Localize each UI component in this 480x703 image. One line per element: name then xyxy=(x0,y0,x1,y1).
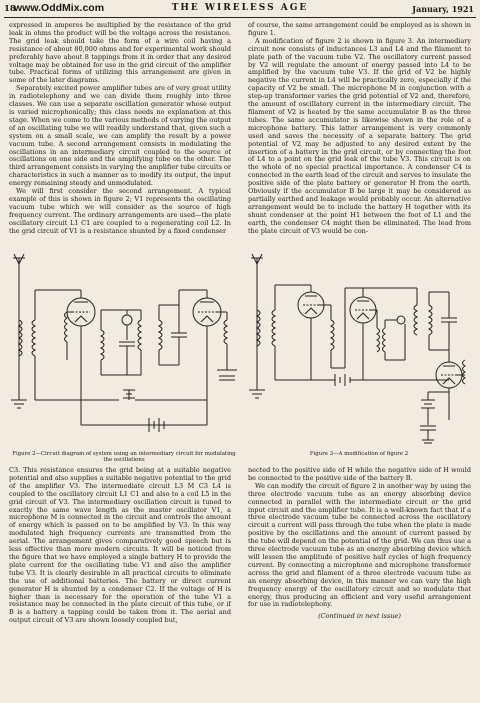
page-number: 18 xyxy=(4,4,16,14)
paragraph: Separately excited power amplifier tubes are of very great utility in radiotelephony and we can divide them roughly into three classes. We can use a separate oscillation generator whose output is varied microphonically; this class needs no explanation at this stage. When we come to the various methods of varying the output of an oscillating tube we will readily understand that, given such a system on a small scale, we can amplify the result by a power vacuum tube. A second arrangement consists in modulating the oscillations in an intermediary circuit coupled to the source of oscillations on one side and the amplifying tube on the other. The third arrangement consists in varying the amplifier tube circuits or characteristics in such a manner as to modify its output, the input energy remaining steady and unmodulated. xyxy=(9,84,231,188)
continued-note: (Continued in next issue) xyxy=(318,612,401,621)
paragraph: We will first consider the second arrangement. A typical example of this is shown in figure 2; V1 represents the oscillating vacuum tube which we will consider as the source of high frequency current. The ordinary arrangements are used—the plate oscillatory circuit L1 C1 are coupled to a regenerating coil L2. In the grid circuit of V1 is a resistance shunted by a fixed condenser xyxy=(9,187,231,235)
article-column-4 xyxy=(248,467,471,699)
figure-3-caption: Figure 3—A modification of figure 2 xyxy=(309,451,409,457)
figure-2-caption: Figure 2—Circuit diagram of system using an intermediary circuit for modulating the oscillations xyxy=(12,451,236,464)
journal-title: THE WIRELESS AGE xyxy=(171,3,309,13)
figure-2-circuit-diagram xyxy=(9,250,237,446)
paragraph: A modification of figure 2 is shown in figure 3. An intermediary circuit now consists of inductances L3 and L4 and the filament to plate path of the vacuum tube V2. The oscillatory current passed by V2 will regulate the amount of energy passed into L4 to be amplified by the vacuum tube V3. If the grid of V2 be highly negative the current in L4 will be practically zero, especially if the capacity of V2 be small. The microphone M in conjunction with a step-up transformer varies the grid potential of V2 and, therefore, the amount of oscillatory current in the intermediary circuit. The filament of V2 is heated by the same accumulator B as the three tubes. The same accumulator is likewise shown in the role of a microphone battery. This latter arrangement is very commonly used and saves the necessity of a separate battery. The grid potential of V2 may be adjusted to any desired extent by the insertion of a battery in the grid circuit, or by connecting the foot of L4 to a point on the grid leak of the tube V3. This circuit is on the whole of no special practical importance. A condenser C4 is connected in the earth lead of the circuit and serves to insulate the positive side of the plate battery or generator H from the earth. Obviously if the accumulator B be large it may be considered as partially earthed and leakage would probably occur. An alternative arrangement would be to include the battery H together with its shunt condenser at the point H1 between the foot of L1 and the earth, the condenser C4 might then be eliminated. The lead from the plate circuit of V3 would be con- xyxy=(248,36,471,235)
paragraph: C3. This resistance ensures the grid being at a suitable negative potential and also supplies a suitable negative potential to the grid of the amplifier V3. The intermediate circuit L3 M C3 L4 is coupled to the oscillatory circuit L1 C1 and also to a coil L5 in the grid circuit of V3. The intermediary oscillation circuit is tuned to exactly the same wave length as the master oscillator V1, a microphone M is connected in the circuit and controls the amount of energy which is passed on to be amplified by V3. In this way modulated high frequency currents are transmitted from the aerial. The arrangement gives comparatively good speech but is less effective than more modern circuits. It will be noticed from the figure that we have employed a single battery H to provide the plate current for the oscillating tube V1 and also the amplifier tube V3. It is clearly desirable in all practical circuits to eliminate the use of additional batteries. The battery or direct current generator H is shunted by a condenser C2. If the voltage of H is higher than is necessary for the operation of the tube V1 a resistance may be connected in the plate circuit of this tube, or if B is a battery a tapping could be taken from it. The aerial and output circuit of V3 are shown loosely coupled but, xyxy=(9,467,231,625)
paragraph: We can modify the circuit of figure 2 in another way by using the three electrode vacuum tube as an energy absorbing device connected in parallel with the intermediate circuit or the grid input circuit and the amplifier tube. It is a well-known fact that if a three electrode vacuum tube be connected across the oscillatory circuit a current will pass through the tube when the plate is made positive by the oscillations and the amount of current passed by the tube will depend on the potential of the grid. We can thus use a three electrode vacuum tube as an energy absorbing device which will lessen the amplitude of positive half cycles of high frequency current. By connecting a microphone and microphone transformer across the grid and filament of a three electrode vacuum tube as an energy absorbing device, in this manner we can vary the high frequency energy of the oscillatory circuit and so modulate that energy, thus producing an efficient and very useful arrangement for use in radiotelephony. xyxy=(248,481,471,609)
figure-3-circuit-diagram xyxy=(245,250,471,446)
article-column-3 xyxy=(9,467,231,699)
page-header xyxy=(0,0,480,18)
issue-date: January, 1921 xyxy=(412,4,474,14)
article-column-2 xyxy=(248,22,471,246)
header-rule xyxy=(4,17,476,18)
paragraph: expressed in amperes be multiplied by the resistance of the grid leak in ohms the product will be the voltage across the resistance. The grid leak should take the form of a wire coil having a resistance of about 80,000 ohms and for experimental work should preferably have about 8 tappings from it in order that any desired voltage may be obtained for use in the grid circuit of the amplifier tube. Practical forms of utilizing this arrangement are given in some of the later diagrams. xyxy=(9,22,231,85)
paragraph: of course, the same arrangement could be employed as is shown in figure 1. xyxy=(248,22,471,37)
paragraph: nected to the positive side of H while the negative side of H would be connected to the positive side of the battery B. xyxy=(248,467,471,482)
article-column-1 xyxy=(9,22,231,246)
watermark-url: www.OddMix.com xyxy=(14,2,105,14)
